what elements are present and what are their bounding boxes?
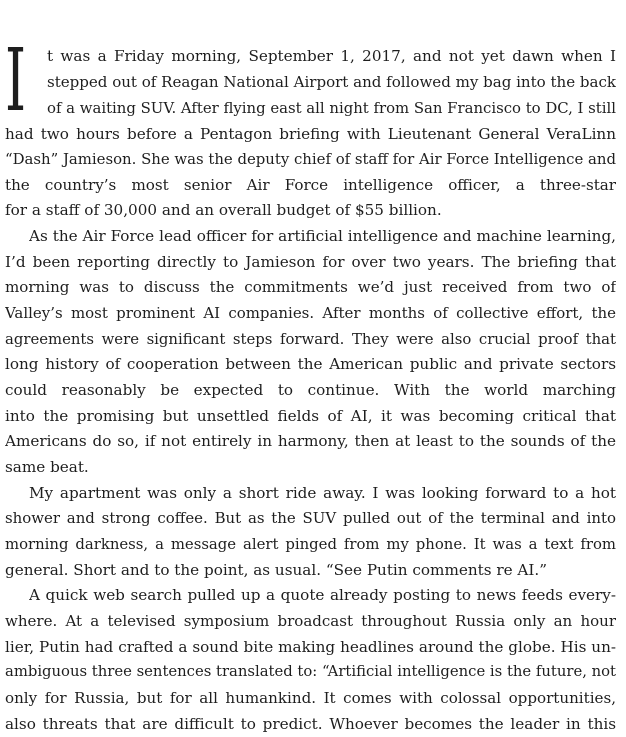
text-line: “Dash” Jamieson. She was the deputy chief of staff for Air Force Intelligence and	[5, 150, 616, 168]
text-line: t was a Friday morning, September 1, 2017, and not yet dawn when I	[47, 47, 616, 65]
text-line: ambiguous three sentences translated to: “Artificial intelligence is the future, not	[5, 663, 616, 680]
text-line: could reasonably be expected to continue. With the world marching	[5, 381, 616, 399]
drop-cap: I	[5, 31, 27, 131]
text-line: had two hours before a Pentagon briefing with Lieutenant General VeraLinn	[5, 125, 616, 143]
text-line: where. At a televised symposium broadcast throughout Russia only an hour	[5, 612, 616, 630]
text-line: Valley’s most prominent AI companies. After months of collective effort, the	[5, 304, 616, 322]
text-line: A quick web search pulled up a quote already posting to news feeds every-	[29, 586, 616, 604]
text-line: morning darkness, a message alert pinged from my phone. It was a text from	[5, 535, 616, 553]
text-line: of a waiting SUV. After flying east all night from San Francisco to DC, I still	[47, 99, 616, 117]
text-line: Americans do so, if not entirely in harmony, then at least to the sounds of the	[5, 432, 616, 450]
text-line: lier, Putin had crafted a sound bite making headlines around the globe. His un-	[5, 638, 616, 656]
text-line: morning was to discuss the commitments we’d just received from two of	[5, 278, 616, 296]
text-line: long history of cooperation between the American public and private sectors	[5, 355, 616, 373]
text-line: agreements were significant steps forward. They were also crucial proof that	[5, 330, 616, 348]
text-line: also threats that are difficult to predict. Whoever becomes the leader in this	[5, 715, 616, 733]
text-line: shower and strong coffee. But as the SUV pulled out of the terminal and into	[5, 509, 616, 527]
text-line: for a staff of 30,000 and an overall budget of $55 billion.	[5, 201, 442, 219]
text-line: same beat.	[5, 458, 89, 476]
text-line: As the Air Force lead officer for artificial intelligence and machine learning,	[29, 227, 616, 245]
text-line: general. Short and to the point, as usual. “See Putin comments re AI.”	[5, 561, 547, 579]
text-line: I’d been reporting directly to Jamieson for over two years. The briefing that	[5, 253, 616, 271]
text-line: the country’s most senior Air Force intelligence officer, a three-star	[5, 176, 616, 194]
text-line: only for Russia, but for all humankind. It comes with colossal opportunities,	[5, 689, 616, 707]
text-line: My apartment was only a short ride away. I was looking forward to a hot	[29, 484, 616, 502]
text-line: stepped out of Reagan National Airport and followed my bag into the back	[47, 73, 616, 91]
text-line: into the promising but unsettled fields of AI, it was becoming critical that	[5, 407, 616, 425]
